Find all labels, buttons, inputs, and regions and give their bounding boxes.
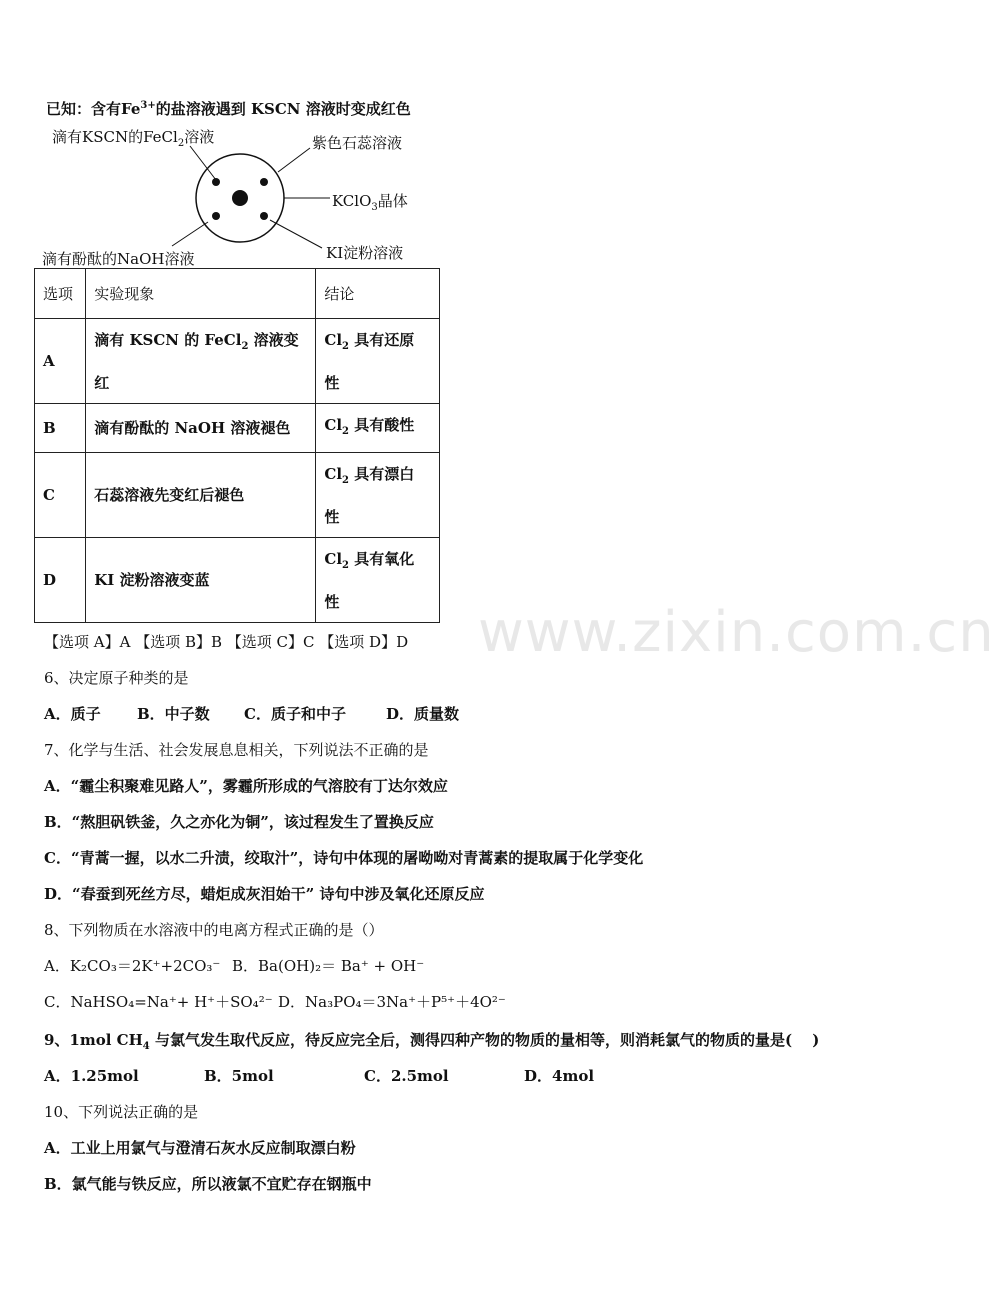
diagram-label-naoh: 滴有酚酞的NaOH溶液 [42, 250, 195, 268]
row-conclusion: $Cl_2$ 具有氧化 性 [316, 538, 440, 623]
q9-option-d: D．4mol [524, 1067, 595, 1085]
q8-option-b: B．Ba(OH)₂＝ Ba⁺ + OH⁻ [232, 957, 425, 975]
known-ion: Fe [121, 100, 141, 118]
row-phenomenon: KI 淀粉溶液变蓝 [86, 538, 316, 623]
reaction-dish-diagram [0, 0, 440, 270]
q6-option-a: A．质子 [44, 705, 101, 723]
q9-option-b: B．5mol [204, 1067, 274, 1085]
q8-option-d: D．Na₃PO₄＝3Na⁺＋P⁵⁺＋4O²⁻ [278, 993, 506, 1011]
row-option: A [35, 319, 86, 404]
header-phenomenon: 实验现象 [86, 269, 316, 319]
row-conclusion: $Cl_2$ 具有酸性 [316, 404, 440, 453]
row-option: D [35, 538, 86, 623]
q5-options: 【选项 A】A 【选项 B】B 【选项 C】C 【选项 D】D [44, 633, 409, 651]
leader-ki [270, 220, 322, 248]
dot-ki [260, 212, 268, 220]
diagram-label-kclo3: KClO$_3$晶体 [332, 192, 408, 213]
table-row [35, 453, 440, 538]
known-ion-charge: 3+ [140, 100, 156, 111]
dot-litmus [260, 178, 268, 186]
q10-stem: 10、下列说法正确的是 [44, 1103, 199, 1121]
dot-kclo3 [232, 190, 248, 206]
diagram-label-litmus: 紫色石蕊溶液 [312, 134, 403, 152]
q8-option-a: A．K₂CO₃＝2K⁺+2CO₃⁻ [44, 957, 221, 975]
q8-option-c: C．NaHSO₄=Na⁺+ H⁺＋SO₄²⁻ [44, 993, 273, 1011]
q7-stem: 7、化学与生活、社会发展息息相关，下列说法不正确的是 [44, 741, 429, 759]
table-row [35, 538, 440, 623]
dot-naoh [212, 212, 220, 220]
row-conclusion: $Cl_2$ 具有漂白 性 [316, 453, 440, 538]
q10-option-b: B．氯气能与铁反应，所以液氯不宜贮存在钢瓶中 [44, 1175, 372, 1193]
diagram-label-fecl2: 滴有KSCN的FeCl$_2$溶液 [52, 128, 215, 149]
q6-option-d: D．质量数 [386, 705, 460, 723]
q9-stem: 9、1mol $CH_4$ 与氯气发生取代反应，待反应完全后，测得四种产物的物质的量相等，则消耗氯气的物质的量是( ) [44, 1031, 820, 1052]
experiment-table [34, 268, 440, 623]
leader-naoh [172, 222, 208, 246]
q7-option-b: B．“熬胆矾铁釜，久之亦化为铜”，该过程发生了置换反应 [44, 813, 434, 831]
q10-option-a: A．工业上用氯气与澄清石灰水反应制取漂白粉 [44, 1139, 356, 1157]
q8-stem: 8、下列物质在水溶液中的电离方程式正确的是（） [44, 921, 384, 939]
row-option: B [35, 404, 86, 453]
known-suffix: 的盐溶液遇到 KSCN 溶液时变成红色 [155, 100, 411, 118]
known-prefix: 已知：含有 [46, 100, 122, 118]
q9-option-a: A．1.25mol [44, 1067, 139, 1085]
header-conclusion: 结论 [316, 269, 440, 319]
q6-stem: 6、决定原子种类的是 [44, 669, 189, 687]
row-conclusion: $Cl_2$ 具有还原 性 [316, 319, 440, 404]
watermark: www.zixin.com.cn [478, 600, 995, 665]
leader-litmus [278, 148, 310, 172]
header-option: 选项 [35, 269, 86, 319]
table-header-row [35, 269, 440, 319]
table-row [35, 404, 440, 453]
q7-option-d: D．“春蚕到死丝方尽，蜡炬成灰泪始干” 诗句中涉及氧化还原反应 [44, 885, 485, 903]
q6-option-c: C．质子和中子 [244, 705, 346, 723]
row-phenomenon: 滴有 KSCN 的 FeCl$_2$ 溶液变 红 [86, 319, 316, 404]
row-phenomenon: 石蕊溶液先变红后褪色 [86, 453, 316, 538]
row-phenomenon: 滴有酚酞的 NaOH 溶液褪色 [86, 404, 316, 453]
q7-option-a: A．“霾尘积聚难见路人”，雾霾所形成的气溶胶有丁达尔效应 [44, 777, 448, 795]
q6-option-b: B．中子数 [137, 705, 210, 723]
q7-option-c: C．“青蒿一握，以水二升渍，绞取汁”，诗句中体现的屠呦呦对青蒿素的提取属于化学变化 [44, 849, 644, 867]
table-row [35, 319, 440, 404]
row-option: C [35, 453, 86, 538]
diagram-label-ki: KI淀粉溶液 [326, 244, 404, 262]
q9-option-c: C．2.5mol [364, 1067, 449, 1085]
